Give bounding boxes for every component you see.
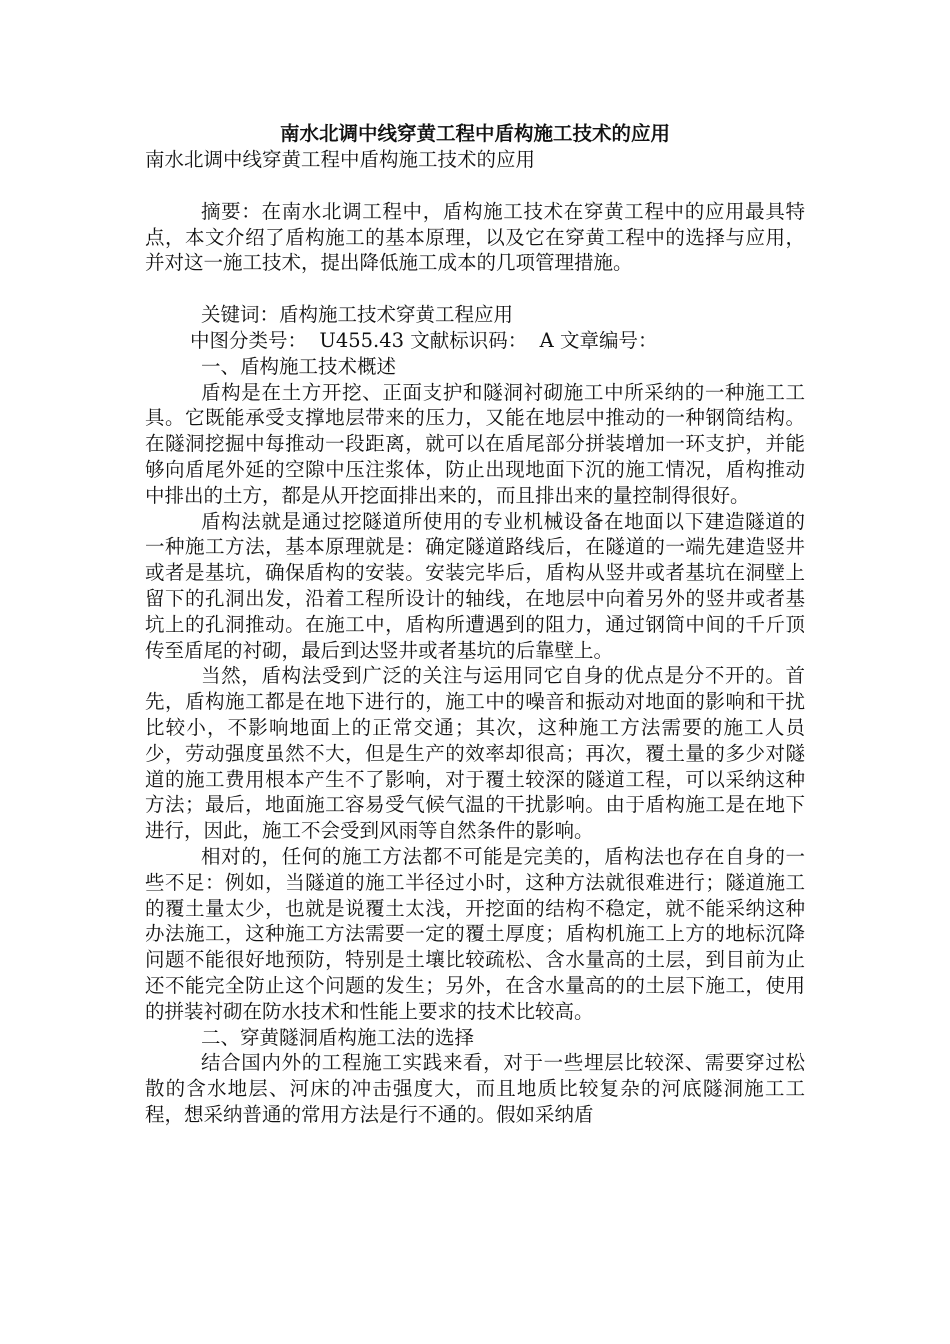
abstract-paragraph: 摘要：在南水北调工程中，盾构施工技术在穿黄工程中的应用最具特点，本文介绍了盾构施工的基本原理，以及它在穿黄工程中的选择与应用，并对这一施工技术，提出降低施工成本的几项管理措施。 [145,199,805,275]
document-title: 南水北调中线穿黄工程中盾构施工技术的应用 [279,122,670,145]
section1-paragraph-2: 盾构法就是通过挖隧道所使用的专业机械设备在地面以下建造隧道的一种施工方法，基本原理就是：确定隧道路线后，在隧道的一端先建造竖井或者是基坑，确保盾构的安装。安装完毕后，盾构从竖井或者基坑在洞壁上留下的孔洞出发，沿着工程所设计的轴线，在地层中向着另外的竖井或者基坑上的孔洞推动。在施工中，盾构所遭遇到的阻力，通过钢筒中间的千斤顶传至盾尾的衬砌，最后到达竖井或者基坑的后靠壁上。 [145,509,805,662]
classification-line: 中图分类号： U455.43 文献标识码： A 文章编号： [190,328,658,352]
section1-paragraph-1: 盾构是在土方开挖、正面支护和隧洞衬砌施工中所采纳的一种施工工具。它既能承受支撑地层带来的压力，又能在地层中推动的一种钢筒结构。在隧洞挖掘中每推动一段距离，就可以在盾尾部分拼装增加一环支护，并能够向盾尾外延的空隙中压注浆体，防止出现地面下沉的施工情况，盾构推动中排出的土方，都是从开挖面排出来的，而且排出来的量控制得很好。 [145,380,805,507]
keywords-line: 关键词：盾构施工技术穿黄工程应用 [201,303,514,327]
document-subtitle: 南水北调中线穿黄工程中盾构施工技术的应用 [145,148,536,171]
section1-paragraph-3: 当然，盾构法受到广泛的关注与运用同它自身的优点是分不开的。首先，盾构施工都是在地下进行的，施工中的噪音和振动对地面的影响和干扰比较小，不影响地面上的正常交通；其次，这种施工方法需要的施工人员少，劳动强度虽然不大，但是生产的效率却很高；再次，覆土量的多少对隧道的施工费用根本产生不了影响，对于覆土较深的隧道工程，可以采纳这种方法；最后，地面施工容易受气候气温的干扰影响。由于盾构施工是在地下进行，因此，施工不会受到风雨等自然条件的影响。 [145,664,805,843]
document-body [145,120,805,1128]
section-heading-1: 一、盾构施工技术概述 [201,354,397,378]
section2-paragraph-1: 结合国内外的工程施工实践来看，对于一些埋层比较深、需要穿过松散的含水地层、河床的冲击强度大，而且地质比较复杂的河底隧洞施工工程，想采纳普通的常用方法是行不通的。假如采纳盾 [145,1051,805,1126]
section-heading-2: 二、穿黄隧洞盾构施工法的选择 [201,1025,475,1049]
section1-paragraph-4: 相对的，任何的施工方法都不可能是完美的，盾构法也存在自身的一些不足：例如，当隧道的施工半径过小时，这种方法就很难进行；隧道施工的覆土量太少，也就是说覆土太浅，开挖面的结构不稳定，就不能采纳这种办法施工，这种施工方法需要一定的覆土厚度；盾构机施工上方的地标沉降问题不能很好地预防，特别是土壤比较疏松、含水量高的土层，到目前为止还不能完全防止这个问题的发生；另外，在含水量高的的土层下施工，使用的拼装衬砌在防水技术和性能上要求的技术比较高。 [145,844,805,1023]
